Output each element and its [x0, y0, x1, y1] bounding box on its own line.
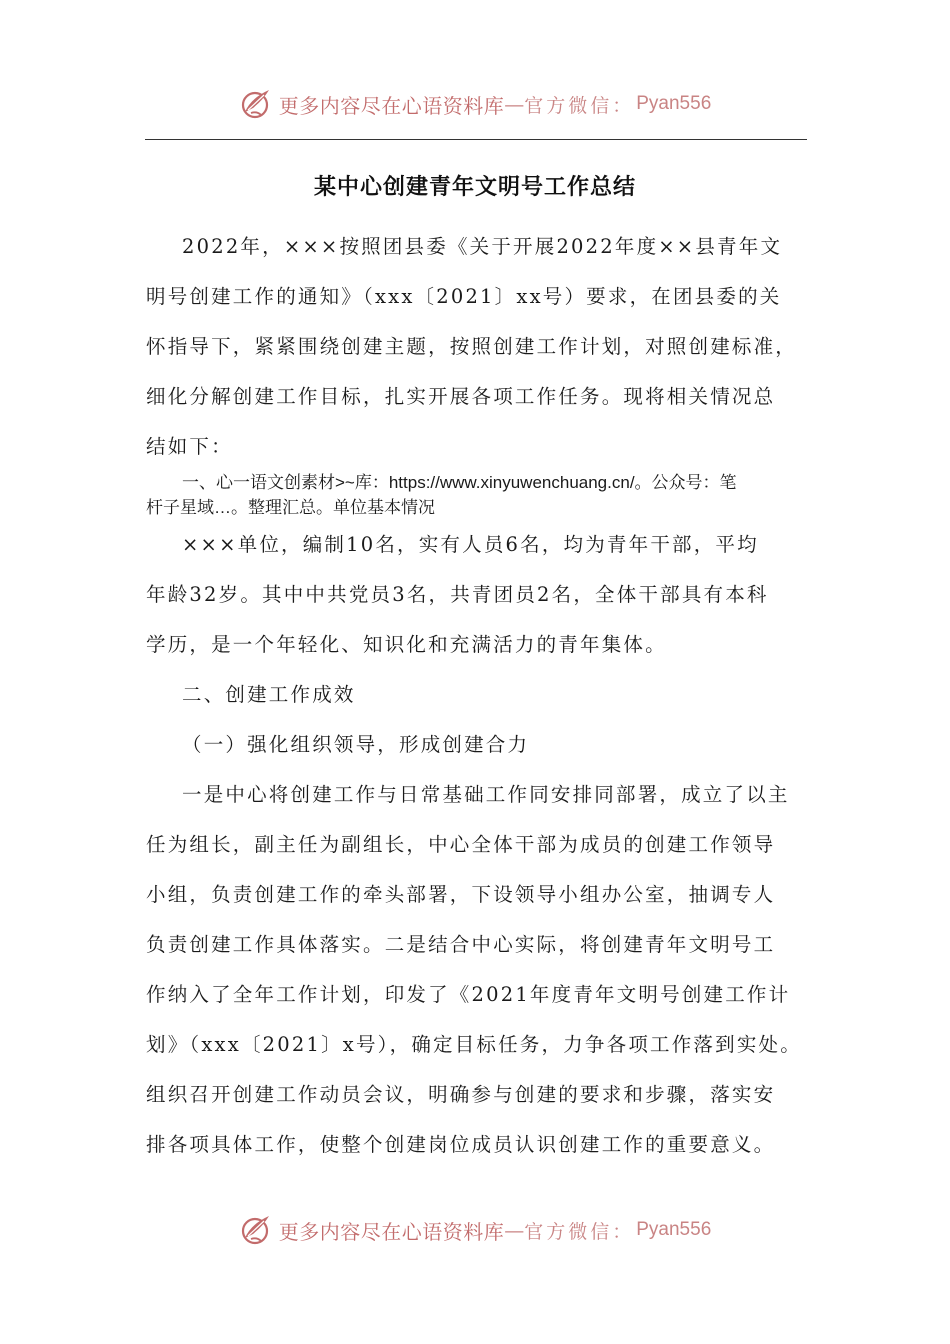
banner-wechat-label: 官方微信： [524, 1220, 635, 1243]
text-line: 年龄32岁。其中中共党员3名，共青团员2名，全体干部具有本科 [146, 583, 769, 606]
header-banner [0, 84, 950, 124]
section1-heading [146, 470, 808, 520]
text-line: 小组，负责创建工作的牵头部署，下设领导小组办公室，抽调专人 [146, 883, 776, 906]
banner-separator: — [504, 92, 525, 116]
text-line: 一、心一语文创素材>~库：https://www.xinyuwenchuang.cn/。公众号：笔 [182, 473, 737, 492]
section2-heading: 二、创建工作成效 [182, 683, 356, 706]
banner-wechat-id: Pyan556 [636, 93, 712, 114]
text-line: 划》（xxx〔2021〕x号），确定目标任务，力争各项工作落到实处。 [146, 1033, 802, 1056]
text-line: 负责创建工作具体落实。二是结合中心实际，将创建青年文明号工 [146, 933, 776, 956]
text-line: 细化分解创建工作目标，扎实开展各项工作任务。现将相关情况总 [146, 385, 776, 408]
text-line: 怀指导下，紧紧围绕创建主题，按照创建工作计划，对照创建标准， [146, 335, 798, 358]
banner-brand-text: 更多内容尽在心语资料库 [278, 93, 505, 118]
footer-banner [0, 1210, 950, 1250]
quill-logo-icon [239, 86, 275, 122]
text-line: 作纳入了全年工作计划，印发了《2021年度青年文明号创建工作计 [146, 983, 791, 1006]
text-line: ×××单位，编制10名，实有人员6名，均为青年干部，平均 [182, 533, 759, 556]
unit-info-paragraph [146, 520, 808, 1170]
text-line: 任为组长，副主任为副组长，中心全体干部为成员的创建工作领导 [146, 833, 776, 856]
quill-logo-icon [239, 1212, 275, 1248]
banner-wechat-label: 官方微信： [524, 94, 635, 117]
text-line: 排各项具体工作，使整个创建岗位成员认识创建工作的重要意义。 [146, 1133, 776, 1156]
text-line: 学历，是一个年轻化、知识化和充满活力的青年集体。 [146, 633, 667, 656]
text-line: 结如下： [146, 435, 233, 458]
banner-wechat-id: Pyan556 [636, 1219, 712, 1240]
banner-separator: — [504, 1218, 525, 1242]
document-title: 某中心创建青年文明号工作总结 [313, 174, 636, 200]
text-line: 杆子星域…。整理汇总。单位基本情况 [146, 498, 435, 517]
text-line: 一是中心将创建工作与日常基础工作同安排同部署，成立了以主 [182, 783, 790, 806]
header-divider [145, 139, 807, 140]
subsection1-heading: （一）强化组织领导，形成创建合力 [182, 733, 530, 756]
text-line: 2022年，×××按照团县委《关于开展2022年度××县青年文 [182, 235, 783, 258]
text-line: 明号创建工作的通知》（xxx〔2021〕xx号）要求，在团县委的关 [146, 285, 782, 308]
text-line: 组织召开创建工作动员会议，明确参与创建的要求和步骤，落实安 [146, 1083, 776, 1106]
banner-brand-text: 更多内容尽在心语资料库 [278, 1219, 505, 1244]
intro-paragraph [146, 222, 808, 472]
